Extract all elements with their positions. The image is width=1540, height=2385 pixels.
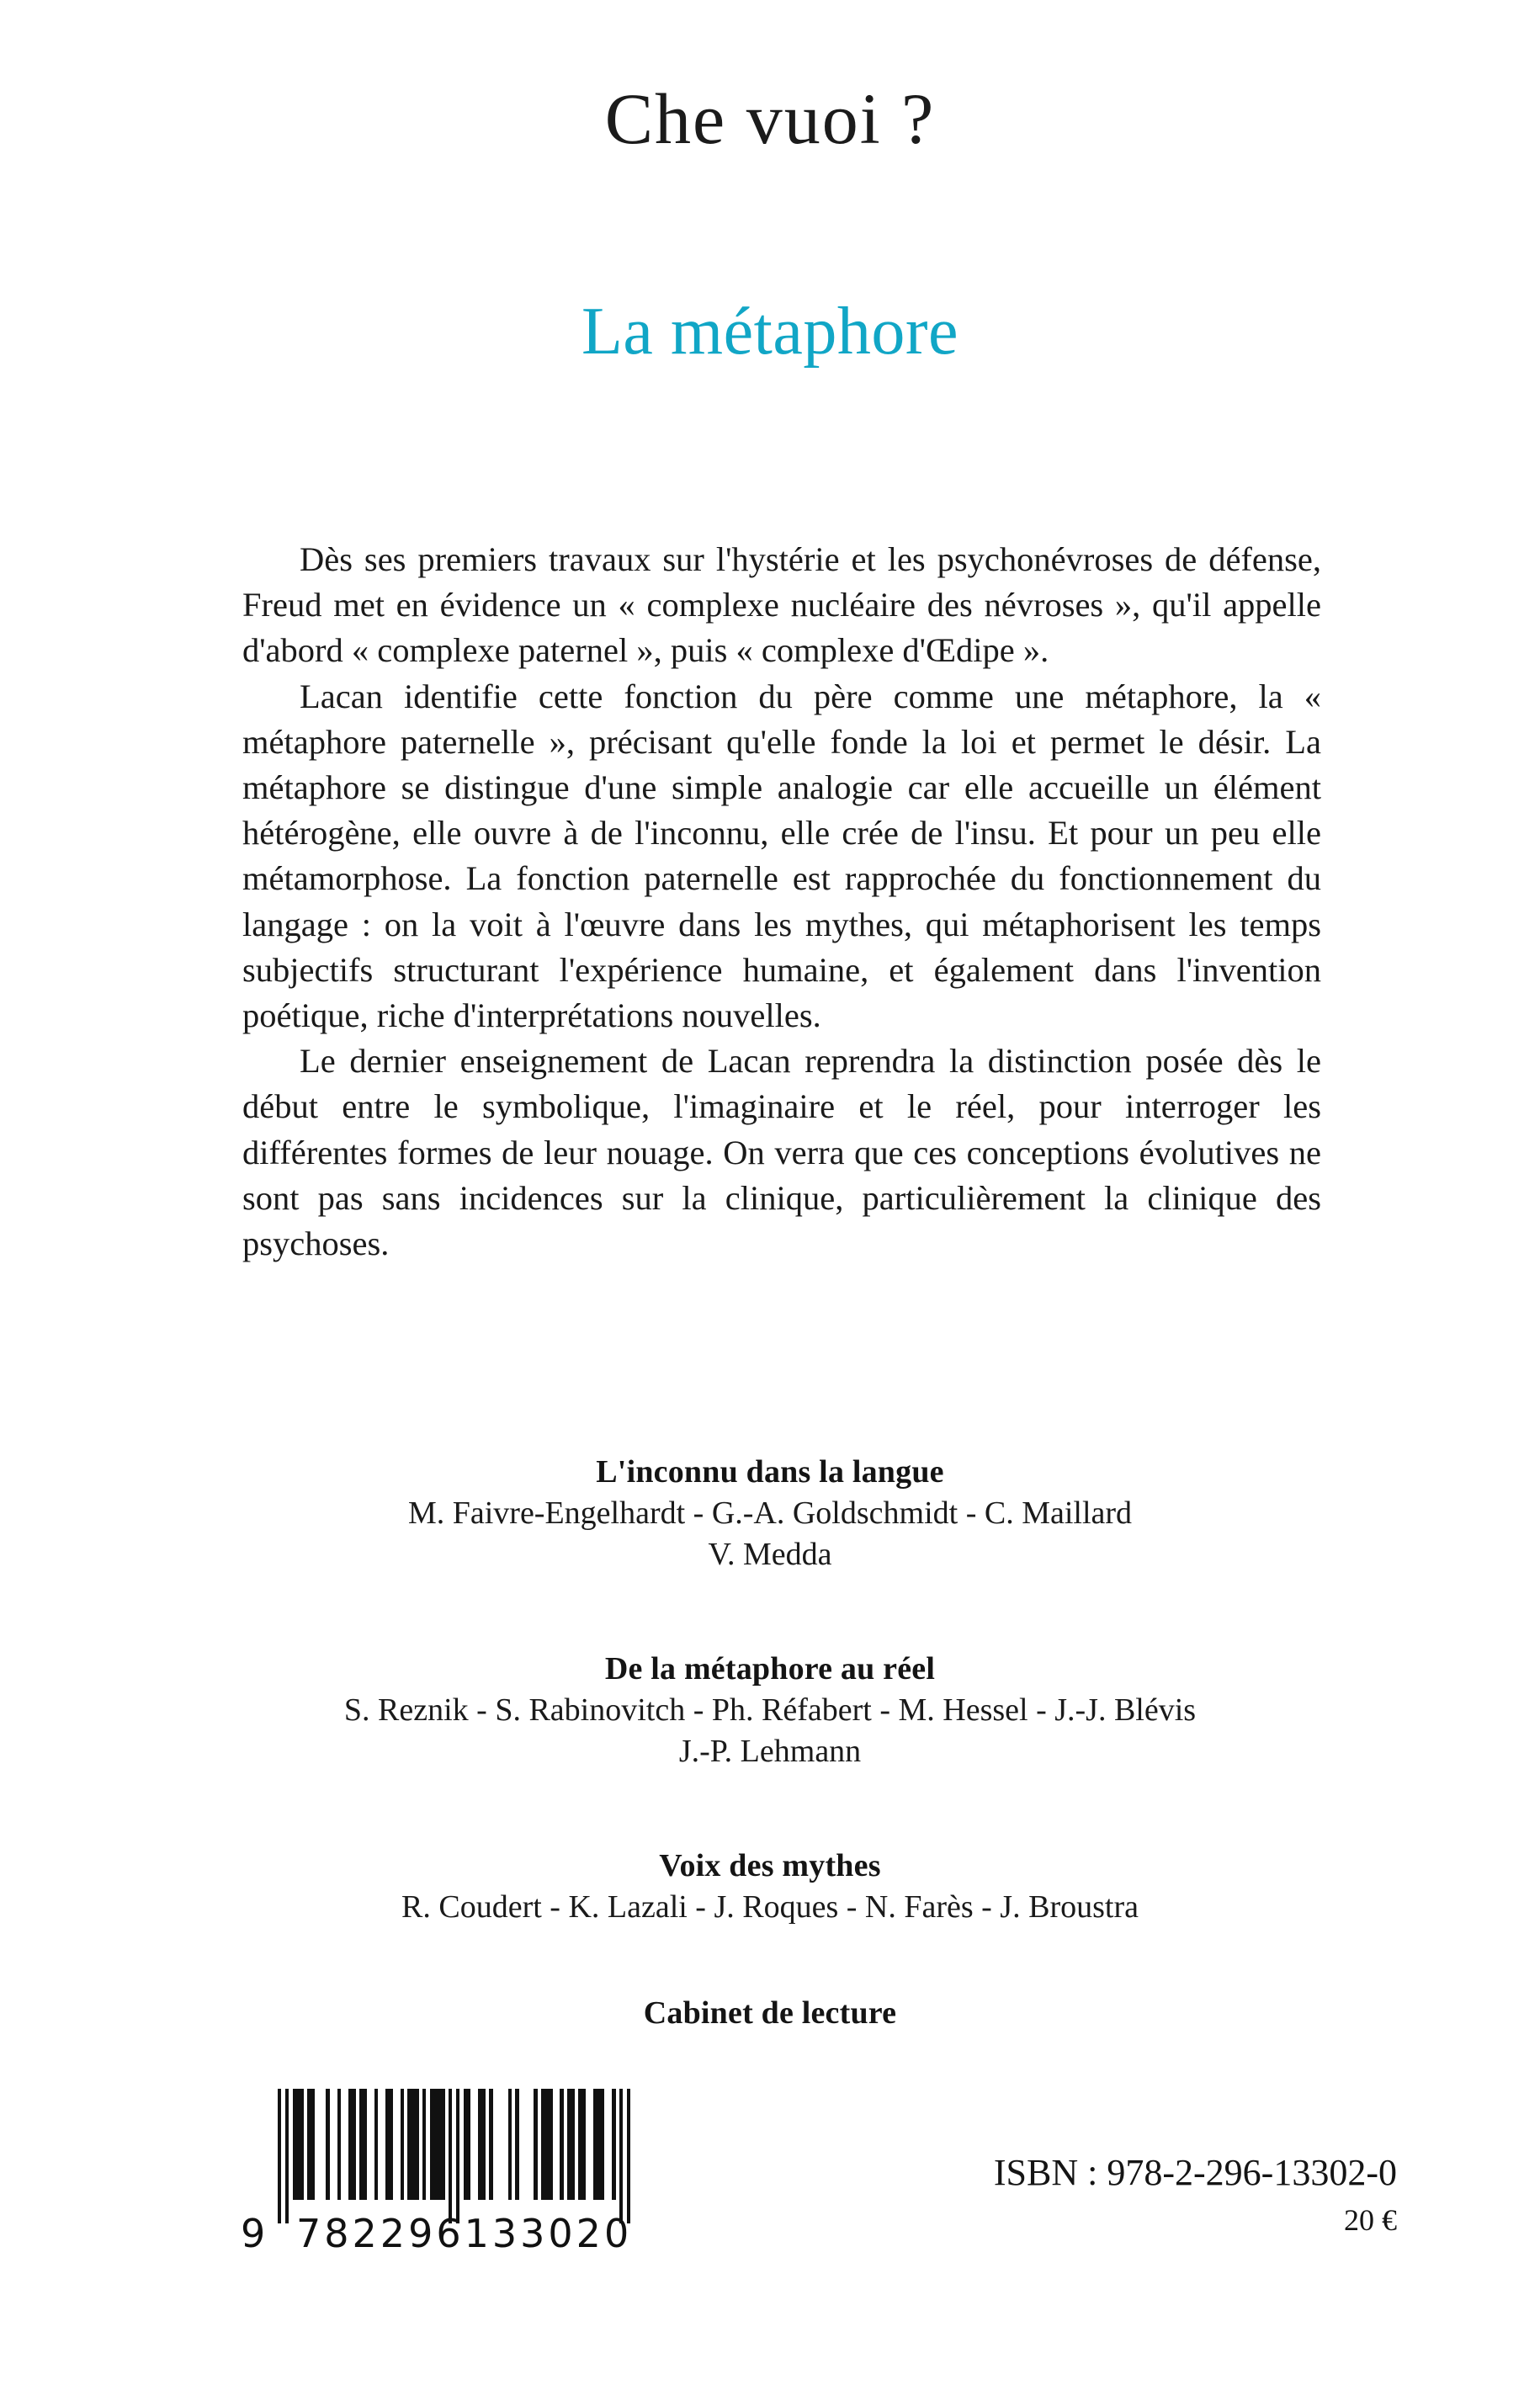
section-contributor-line: V. Medda: [708, 1537, 832, 1572]
section-contributor-line: J.-P. Lehmann: [678, 1734, 862, 1769]
barcode-group-left: 782296: [296, 2211, 465, 2256]
ean13-barcode: [241, 2077, 636, 2256]
price-text: 20 €: [1344, 2203, 1397, 2237]
section-heading: L'inconnu dans la langue: [596, 1454, 944, 1490]
barcode-number-row: [281, 2211, 635, 2256]
blurb-paragraph: Le dernier enseignement de Lacan reprendra la distinction posée dès le début entre le symbolique, l'imaginaire et le réel, pour interroger les différentes formes de leur nouage. On verra que ces conceptions évolutives ne sont pas sans incidences sur la clinique, particulièrement la clinique des psychoses.: [242, 1042, 1321, 1263]
section-contributor-line: R. Coudert - K. Lazali - J. Roques - N. Farès - J. Broustra: [401, 1889, 1139, 1925]
section-inconnu-dans-la-langue: [0, 1451, 1540, 1575]
barcode-group-right: 133020: [464, 2211, 633, 2256]
section-contributor-line: M. Faivre-Engelhardt - G.-A. Goldschmidt - C. Maillard: [407, 1495, 1133, 1531]
section-heading: Cabinet de lecture: [643, 1995, 897, 2031]
isbn-text: ISBN : 978-2-296-13302-0: [993, 2152, 1397, 2193]
section-contributor-line: S. Reznik - S. Rabinovitch - Ph. Réfabert - M. Hessel - J.-J. Blévis: [343, 1692, 1197, 1728]
section-heading: Voix des mythes: [659, 1848, 881, 1883]
isbn-block: [994, 2151, 1397, 2240]
section-voix-des-mythes: [0, 1845, 1540, 1928]
barcode-bars: [278, 2089, 631, 2223]
contents-sections: [0, 1451, 1540, 2071]
blurb-paragraph: Dès ses premiers travaux sur l'hystérie et les psychonévroses de défense, Freud met en évidence un « complexe nucléaire des névroses », qu'il appelle d'abord « complexe paternel », puis « complexe d'Œdipe ».: [242, 540, 1321, 670]
series-title: Che vuoi ?: [604, 78, 936, 159]
blurb-text: [242, 537, 1321, 1312]
section-heading: De la métaphore au réel: [604, 1651, 936, 1686]
blurb-paragraph: Lacan identifie cette fonction du père comme une métaphore, la « métaphore paternelle », précisant qu'elle fonde la loi et permet le désir. La métaphore se distingue d'une simple analogie car elle accueille un élément hétérogène, elle ouvre à de l'inconnu, elle crée de l'insu. Et pour un peu elle métamorphose. La fonction paternelle est rapprochée du fonctionnement du langage : on la voit à l'œuvre dans les mythes, qui métaphorisent les temps subjectifs structurant l'expérience humaine, et également dans l'invention poétique, riche d'interprétations nouvelles.: [242, 677, 1321, 1035]
section-cabinet-de-lecture: [0, 1992, 1540, 2034]
barcode-lead-digit: 9: [241, 2211, 266, 2256]
section-de-la-metaphore-au-reel: [0, 1648, 1540, 1772]
cover-footer: [0, 2077, 1540, 2329]
book-title: La métaphore: [581, 295, 959, 369]
